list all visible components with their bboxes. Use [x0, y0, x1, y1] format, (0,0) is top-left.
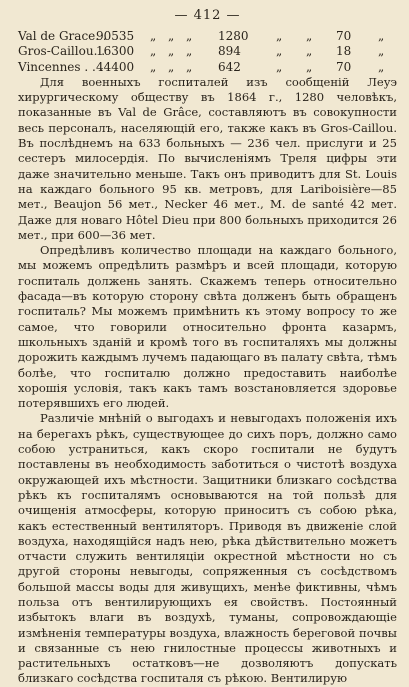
ditto-mark: „	[150, 44, 157, 59]
ditto-mark: „	[186, 29, 193, 43]
ratio-value: 18	[336, 44, 352, 59]
paragraph: Для военныхъ госпиталей изъ сообщеній Леуэ хирургическому обществу въ 1864 г., 1280 человѣкъ, показанные въ Val de Grâce, составляютъ въ совокупности весь персоналъ, населяющій его, также какъ въ Gros-Caillou. Въ послѣднемъ на 633 больныхъ — 236 чел. прислуги и 25 сестеръ милосердія. По вычисленіямъ Треля цифры эти даже значительно меньше. Такъ онъ приводитъ для St. Louis на каждаго больного 95 кв. метровъ, для Lariboisière—85 мет., Beaujon 56 мет., Necker 46 мет., M. de santé 42 мет. Даже для новаго Hôtel Dieu при 800 больныхъ приходится 26 мет., при 600—36 мет.	[18, 74, 397, 242]
beds-value: 894	[218, 44, 241, 59]
ratio-value: 70	[336, 59, 352, 74]
ditto-mark: „	[378, 29, 385, 43]
ditto-mark: „	[150, 59, 157, 74]
ditto-mark: „	[150, 29, 157, 43]
table-row	[18, 29, 397, 44]
paragraph: Опредѣливъ количество площади на каждаго больного, мы можемъ опредѣлить размѣръ и всей площади, которую госпиталь должень занять. Скажемъ теперь относительно фасада—въ которую сторону свѣта долженъ быть обращенъ госпиталь? Мы можемъ примѣнить къ этому вопросу то же самое, что говорили относительно фронта казармъ, школьныхъ зданій и кромѣ того въ госпиталяхъ мы должны дорожить каждымъ лучемъ падающаго въ палату свѣта, тѣмъ болѣе, что госпиталю должно предоставить наиболѣе хорошія условія, такъ какъ тамъ возстановляется здоровье потерявшихъ его людей.	[18, 243, 397, 411]
ditto-mark: „	[306, 59, 313, 74]
body-text	[18, 75, 397, 687]
ditto-mark: „	[186, 59, 193, 74]
ditto-mark: „	[276, 44, 283, 59]
ditto-mark: „	[168, 29, 175, 43]
beds-value: 1280	[218, 29, 249, 43]
page-number: — 412 —	[174, 8, 241, 23]
area-value: 16300	[96, 44, 135, 59]
table-row	[18, 44, 397, 59]
ditto-mark: „	[168, 59, 175, 74]
paragraph: Различіе мнѣній о выгодахъ и невыгодахъ положенія ихъ на берегахъ рѣкъ, существующее до сихъ поръ, должно само собою устраниться, какъ скоро госпитали не будутъ поставлены въ необходимость заботиться о чистотѣ воздуха окружающей ихъ мѣстности. Защитники близкаго сосѣдства рѣкъ къ госпиталямъ основываются на той пользѣ для очищенія атмосферы, которую приноситъ съ собою рѣка, какъ естественный вентиляторъ. Приводя въ движеніе слой воздуха, находящійся надъ нею, рѣка дѣйствительно можетъ отчасти служить вентиляціи окрестной мѣстности но съ другой стороны невыгоды, сопряженныя съ сосѣдствомъ большой массы воды для живущихъ, менѣе фиктивны, чѣмъ польза отъ вентилирующихъ ея свойствъ. Постоянный избытокъ влаги въ воздухѣ, туманы, сопровождающіе измѣненія температуры воздуха, влажность береговой почвы и связанные съ нею гнилостные процессы животныхъ и растительныхъ остатковъ—не дозволяютъ допускать близкаго сосѣдства госпиталя съ рѣкою. Вентилирую	[18, 411, 397, 686]
beds-value: 642	[218, 59, 241, 74]
hospital-name: Val de Grace. .	[18, 29, 107, 43]
ditto-mark: „	[168, 44, 175, 59]
ditto-mark: „	[276, 29, 283, 43]
area-per-bed-table	[18, 29, 397, 75]
ditto-mark: „	[186, 44, 193, 59]
ditto-mark: „	[306, 44, 313, 59]
ditto-mark: „	[276, 59, 283, 74]
table-row	[18, 60, 397, 75]
ratio-value: 70	[336, 29, 352, 43]
ditto-mark: „	[378, 44, 385, 59]
area-value: 90535	[96, 29, 135, 43]
area-value: 44400	[96, 59, 135, 74]
ditto-mark: „	[306, 29, 313, 43]
hospital-name: Vincennes . . .	[18, 59, 104, 74]
ditto-mark: „	[378, 59, 385, 74]
hospital-name: Gros-Caillou. .	[18, 44, 106, 59]
